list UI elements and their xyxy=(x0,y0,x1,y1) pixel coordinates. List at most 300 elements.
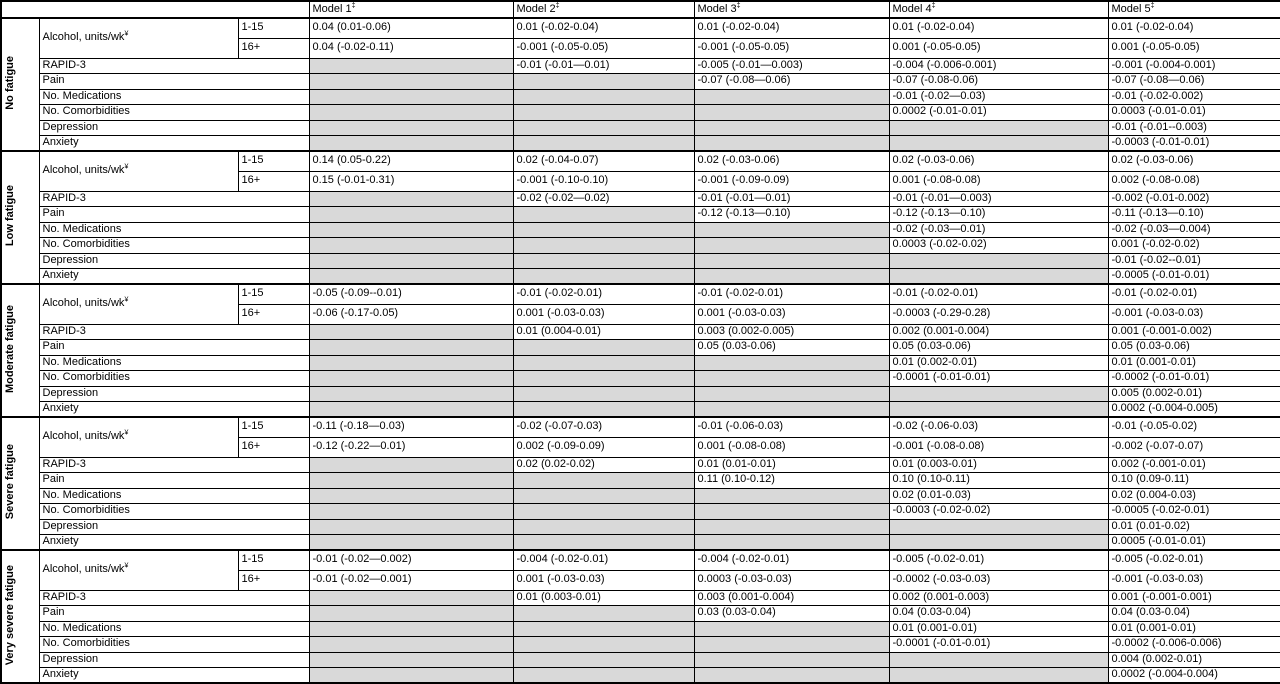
level-label: 1-15 xyxy=(238,18,309,38)
predictor-label: Anxiety xyxy=(39,402,309,418)
predictor-label: Pain xyxy=(39,207,309,223)
empty-shaded-cell xyxy=(513,606,694,622)
model-header-footnote-mark: ‡ xyxy=(736,2,741,10)
empty-shaded-cell xyxy=(694,668,889,684)
empty-shaded-cell xyxy=(309,136,513,152)
empty-shaded-cell xyxy=(694,504,889,520)
alcohol-footnote-mark: ¥ xyxy=(124,429,129,437)
empty-shaded-cell xyxy=(309,105,513,121)
model-header-3: Model 3‡ xyxy=(694,1,889,18)
estimate-cell: 0.001 (-0.03-0.03) xyxy=(513,304,694,324)
estimate-cell: -0.0002 (-0.03-0.03) xyxy=(889,570,1108,590)
empty-shaded-cell xyxy=(309,74,513,90)
alcohol-footnote-mark: ¥ xyxy=(124,562,129,570)
estimate-cell: -0.0002 (-0.006-0.006) xyxy=(1108,637,1280,653)
empty-shaded-cell xyxy=(694,535,889,551)
predictor-label: RAPID-3 xyxy=(39,58,309,74)
table-row xyxy=(1,222,1280,238)
estimate-cell: -0.004 (-0.02-0.01) xyxy=(694,550,889,570)
estimate-cell: 0.01 (0.001-0.01) xyxy=(889,621,1108,637)
estimate-cell: -0.0005 (-0.01-0.01) xyxy=(1108,269,1280,285)
empty-shaded-cell xyxy=(694,238,889,254)
estimate-cell: -0.01 (-0.05-0.02) xyxy=(1108,417,1280,437)
table-row xyxy=(1,269,1280,285)
estimate-cell: 0.0002 (-0.004-0.005) xyxy=(1108,402,1280,418)
predictor-label-alcohol: Alcohol, units/wk¥ xyxy=(39,18,238,58)
predictor-label: Depression xyxy=(39,386,309,402)
empty-shaded-cell xyxy=(309,488,513,504)
empty-shaded-cell xyxy=(889,402,1108,418)
estimate-cell: -0.0002 (-0.01-0.01) xyxy=(1108,371,1280,387)
table-row xyxy=(1,519,1280,535)
estimate-cell: -0.0005 (-0.02-0.01) xyxy=(1108,504,1280,520)
empty-shaded-cell xyxy=(694,371,889,387)
empty-shaded-cell xyxy=(513,621,694,637)
group-label-cell xyxy=(1,417,39,550)
table-row xyxy=(1,504,1280,520)
estimate-cell: 0.002 (0.001-0.004) xyxy=(889,324,1108,340)
estimate-cell: 0.02 (0.004-0.03) xyxy=(1108,488,1280,504)
empty-shaded-cell xyxy=(694,222,889,238)
empty-shaded-cell xyxy=(513,519,694,535)
table-row xyxy=(1,253,1280,269)
estimate-cell: 0.004 (0.002-0.01) xyxy=(1108,652,1280,668)
empty-shaded-cell xyxy=(694,269,889,285)
empty-shaded-cell xyxy=(889,269,1108,285)
estimate-cell: 0.0003 (-0.02-0.02) xyxy=(889,238,1108,254)
group-label: Low fatigue xyxy=(4,185,16,247)
estimate-cell: -0.02 (-0.03—0.01) xyxy=(889,222,1108,238)
predictor-label: No. Medications xyxy=(39,89,309,105)
estimate-cell: 0.14 (0.05-0.22) xyxy=(309,151,513,171)
table-row xyxy=(1,238,1280,254)
empty-shaded-cell xyxy=(889,519,1108,535)
predictor-label: RAPID-3 xyxy=(39,590,309,606)
table-row xyxy=(1,535,1280,551)
empty-shaded-cell xyxy=(513,637,694,653)
empty-shaded-cell xyxy=(309,402,513,418)
estimate-cell: 0.01 (0.003-0.01) xyxy=(513,590,694,606)
estimate-cell: -0.004 (-0.02-0.01) xyxy=(513,550,694,570)
estimate-cell: -0.12 (-0.13—0.10) xyxy=(694,207,889,223)
estimate-cell: 0.05 (0.03-0.06) xyxy=(889,340,1108,356)
empty-shaded-cell xyxy=(309,668,513,684)
model-header-footnote-mark: ‡ xyxy=(351,2,356,10)
model-header-footnote-mark: ‡ xyxy=(931,2,936,10)
estimate-cell: 0.02 (0.02-0.02) xyxy=(513,457,694,473)
estimate-cell: -0.02 (-0.02—0.02) xyxy=(513,191,694,207)
empty-shaded-cell xyxy=(309,191,513,207)
estimate-cell: -0.01 (-0.02—0.03) xyxy=(889,89,1108,105)
estimate-cell: 0.10 (0.10-0.11) xyxy=(889,473,1108,489)
estimate-cell: 0.04 (0.01-0.06) xyxy=(309,18,513,38)
empty-shaded-cell xyxy=(513,120,694,136)
table-row xyxy=(1,58,1280,74)
level-label: 1-15 xyxy=(238,550,309,570)
estimate-cell: -0.005 (-0.02-0.01) xyxy=(1108,550,1280,570)
estimate-cell: -0.01 (-0.02—0.001) xyxy=(309,570,513,590)
empty-shaded-cell xyxy=(889,668,1108,684)
empty-shaded-cell xyxy=(694,355,889,371)
estimate-cell: -0.0003 (-0.02-0.02) xyxy=(889,504,1108,520)
estimate-cell: -0.01 (-0.01--0.003) xyxy=(1108,120,1280,136)
estimate-cell: 0.002 (0.001-0.003) xyxy=(889,590,1108,606)
model-header-2: Model 2‡ xyxy=(513,1,694,18)
estimate-cell: 0.003 (0.002-0.005) xyxy=(694,324,889,340)
estimate-cell: 0.01 (0.004-0.01) xyxy=(513,324,694,340)
empty-shaded-cell xyxy=(889,120,1108,136)
predictor-label: Depression xyxy=(39,652,309,668)
empty-shaded-cell xyxy=(694,488,889,504)
estimate-cell: -0.02 (-0.03—0.004) xyxy=(1108,222,1280,238)
empty-shaded-cell xyxy=(513,402,694,418)
empty-shaded-cell xyxy=(309,504,513,520)
empty-shaded-cell xyxy=(694,89,889,105)
empty-shaded-cell xyxy=(889,386,1108,402)
table-row xyxy=(1,105,1280,121)
empty-shaded-cell xyxy=(513,488,694,504)
predictor-label-alcohol: Alcohol, units/wk¥ xyxy=(39,417,238,457)
estimate-cell: 0.02 (-0.04-0.07) xyxy=(513,151,694,171)
table-row xyxy=(1,457,1280,473)
predictor-label: No. Medications xyxy=(39,488,309,504)
estimate-cell: 0.001 (-0.001-0.001) xyxy=(1108,590,1280,606)
group-label-cell xyxy=(1,284,39,417)
estimate-cell: 0.001 (-0.02-0.02) xyxy=(1108,238,1280,254)
estimate-cell: -0.02 (-0.07-0.03) xyxy=(513,417,694,437)
estimate-cell: -0.001 (-0.03-0.03) xyxy=(1108,304,1280,324)
table-row xyxy=(1,136,1280,152)
empty-shaded-cell xyxy=(694,519,889,535)
estimate-cell: 0.0002 (-0.004-0.004) xyxy=(1108,668,1280,684)
empty-shaded-cell xyxy=(694,386,889,402)
empty-shaded-cell xyxy=(513,222,694,238)
table-row xyxy=(1,473,1280,489)
estimate-cell: -0.01 (-0.01—0.01) xyxy=(694,191,889,207)
alcohol-footnote-mark: ¥ xyxy=(124,296,129,304)
estimate-cell: 0.01 (-0.02-0.04) xyxy=(1108,18,1280,38)
estimate-cell: 0.04 (-0.02-0.11) xyxy=(309,38,513,58)
empty-shaded-cell xyxy=(309,652,513,668)
empty-shaded-cell xyxy=(889,136,1108,152)
estimate-cell: -0.07 (-0.08—0.06) xyxy=(694,74,889,90)
predictor-label-alcohol: Alcohol, units/wk¥ xyxy=(39,550,238,590)
predictor-label: Anxiety xyxy=(39,136,309,152)
estimate-cell: 0.002 (-0.08-0.08) xyxy=(1108,171,1280,191)
table-row xyxy=(1,402,1280,418)
estimate-cell: 0.02 (-0.03-0.06) xyxy=(889,151,1108,171)
empty-shaded-cell xyxy=(694,253,889,269)
empty-shaded-cell xyxy=(694,120,889,136)
empty-shaded-cell xyxy=(694,136,889,152)
estimate-cell: -0.002 (-0.01-0.002) xyxy=(1108,191,1280,207)
table-row xyxy=(1,89,1280,105)
estimate-cell: 0.01 (-0.02-0.04) xyxy=(694,18,889,38)
estimate-cell: -0.01 (-0.02-0.01) xyxy=(1108,284,1280,304)
estimate-cell: -0.005 (-0.01—0.003) xyxy=(694,58,889,74)
estimate-cell: 0.002 (-0.001-0.01) xyxy=(1108,457,1280,473)
table-row xyxy=(1,355,1280,371)
level-label: 16+ xyxy=(238,304,309,324)
level-label: 1-15 xyxy=(238,417,309,437)
alcohol-footnote-mark: ¥ xyxy=(124,163,129,171)
estimate-cell: 0.04 (0.03-0.04) xyxy=(1108,606,1280,622)
estimate-cell: 0.01 (-0.02-0.04) xyxy=(513,18,694,38)
estimate-cell: -0.001 (-0.08-0.08) xyxy=(889,437,1108,457)
level-label: 16+ xyxy=(238,38,309,58)
estimate-cell: -0.01 (-0.01—0.003) xyxy=(889,191,1108,207)
header-row xyxy=(1,1,1280,18)
empty-shaded-cell xyxy=(513,473,694,489)
empty-shaded-cell xyxy=(513,371,694,387)
empty-shaded-cell xyxy=(309,535,513,551)
table-row xyxy=(1,207,1280,223)
model-header-footnote-mark: ‡ xyxy=(1150,2,1155,10)
predictor-label: No. Comorbidities xyxy=(39,504,309,520)
predictor-label: No. Comorbidities xyxy=(39,238,309,254)
estimate-cell: -0.01 (-0.02—0.002) xyxy=(309,550,513,570)
predictor-label: RAPID-3 xyxy=(39,457,309,473)
group-label: Severe fatigue xyxy=(4,444,16,520)
estimate-cell: -0.12 (-0.22—0.01) xyxy=(309,437,513,457)
estimate-cell: 0.001 (-0.08-0.08) xyxy=(889,171,1108,191)
group-label: Moderate fatigue xyxy=(4,304,16,393)
table-row xyxy=(1,120,1280,136)
estimate-cell: 0.001 (-0.08-0.08) xyxy=(694,437,889,457)
estimate-cell: -0.001 (-0.09-0.09) xyxy=(694,171,889,191)
empty-shaded-cell xyxy=(309,637,513,653)
model-header-4: Model 4‡ xyxy=(889,1,1108,18)
estimate-cell: -0.01 (-0.02-0.01) xyxy=(694,284,889,304)
estimate-cell: -0.001 (-0.004-0.001) xyxy=(1108,58,1280,74)
empty-shaded-cell xyxy=(513,269,694,285)
estimate-cell: -0.01 (-0.06-0.03) xyxy=(694,417,889,437)
empty-shaded-cell xyxy=(513,238,694,254)
estimate-cell: -0.0003 (-0.01-0.01) xyxy=(1108,136,1280,152)
empty-shaded-cell xyxy=(694,652,889,668)
predictor-label: Anxiety xyxy=(39,668,309,684)
estimate-cell: 0.003 (0.001-0.004) xyxy=(694,590,889,606)
table-row xyxy=(1,606,1280,622)
empty-shaded-cell xyxy=(513,652,694,668)
estimate-cell: -0.004 (-0.006-0.001) xyxy=(889,58,1108,74)
empty-shaded-cell xyxy=(309,457,513,473)
empty-shaded-cell xyxy=(309,238,513,254)
estimate-cell: 0.05 (0.03-0.06) xyxy=(1108,340,1280,356)
estimate-cell: 0.001 (-0.05-0.05) xyxy=(889,38,1108,58)
estimate-cell: -0.001 (-0.05-0.05) xyxy=(513,38,694,58)
estimate-cell: 0.0005 (-0.01-0.01) xyxy=(1108,535,1280,551)
predictor-label-alcohol: Alcohol, units/wk¥ xyxy=(39,284,238,324)
empty-shaded-cell xyxy=(694,637,889,653)
level-label: 1-15 xyxy=(238,284,309,304)
estimate-cell: 0.001 (-0.03-0.03) xyxy=(513,570,694,590)
predictor-label: Depression xyxy=(39,519,309,535)
predictor-label: RAPID-3 xyxy=(39,191,309,207)
model-header-1: Model 1‡ xyxy=(309,1,513,18)
table-row xyxy=(1,74,1280,90)
empty-shaded-cell xyxy=(513,535,694,551)
estimate-cell: -0.0001 (-0.01-0.01) xyxy=(889,371,1108,387)
predictor-label: Pain xyxy=(39,606,309,622)
estimate-cell: 0.01 (0.01-0.02) xyxy=(1108,519,1280,535)
empty-shaded-cell xyxy=(513,340,694,356)
empty-shaded-cell xyxy=(309,324,513,340)
table-row xyxy=(1,18,1280,38)
empty-shaded-cell xyxy=(513,207,694,223)
empty-shaded-cell xyxy=(694,105,889,121)
predictor-label: Pain xyxy=(39,74,309,90)
group-label-cell xyxy=(1,18,39,151)
estimate-cell: -0.06 (-0.17-0.05) xyxy=(309,304,513,324)
estimate-cell: 0.01 (0.001-0.01) xyxy=(1108,355,1280,371)
estimate-cell: 0.10 (0.09-0.11) xyxy=(1108,473,1280,489)
group-label: Very severe fatigue xyxy=(4,564,16,665)
fatigue-group xyxy=(1,417,1280,550)
group-label: No fatigue xyxy=(4,55,16,110)
table-row xyxy=(1,191,1280,207)
empty-shaded-cell xyxy=(309,371,513,387)
empty-shaded-cell xyxy=(513,386,694,402)
estimate-cell: 0.01 (0.001-0.01) xyxy=(1108,621,1280,637)
estimate-cell: 0.04 (0.03-0.04) xyxy=(889,606,1108,622)
table-row xyxy=(1,284,1280,304)
empty-shaded-cell xyxy=(309,120,513,136)
fatigue-group xyxy=(1,151,1280,284)
estimate-cell: -0.001 (-0.03-0.03) xyxy=(1108,570,1280,590)
estimate-cell: -0.0001 (-0.01-0.01) xyxy=(889,637,1108,653)
estimate-cell: 0.01 (0.002-0.01) xyxy=(889,355,1108,371)
group-label-cell xyxy=(1,550,39,683)
level-label: 16+ xyxy=(238,171,309,191)
empty-shaded-cell xyxy=(889,652,1108,668)
estimate-cell: 0.01 (0.01-0.01) xyxy=(694,457,889,473)
estimate-cell: -0.01 (-0.02--0.01) xyxy=(1108,253,1280,269)
fatigue-group xyxy=(1,18,1280,151)
empty-shaded-cell xyxy=(309,386,513,402)
estimate-cell: -0.05 (-0.09--0.01) xyxy=(309,284,513,304)
table-row xyxy=(1,324,1280,340)
empty-shaded-cell xyxy=(309,269,513,285)
table-row xyxy=(1,550,1280,570)
estimate-cell: -0.005 (-0.02-0.01) xyxy=(889,550,1108,570)
predictor-label: No. Medications xyxy=(39,222,309,238)
estimate-cell: -0.001 (-0.10-0.10) xyxy=(513,171,694,191)
predictor-label: No. Comorbidities xyxy=(39,105,309,121)
estimate-cell: -0.002 (-0.07-0.07) xyxy=(1108,437,1280,457)
empty-shaded-cell xyxy=(513,89,694,105)
estimate-cell: -0.0003 (-0.29-0.28) xyxy=(889,304,1108,324)
model-header-5: Model 5‡ xyxy=(1108,1,1280,18)
estimate-cell: 0.03 (0.03-0.04) xyxy=(694,606,889,622)
estimate-cell: 0.0002 (-0.01-0.01) xyxy=(889,105,1108,121)
estimate-cell: 0.11 (0.10-0.12) xyxy=(694,473,889,489)
table-row xyxy=(1,637,1280,653)
empty-shaded-cell xyxy=(513,136,694,152)
empty-shaded-cell xyxy=(513,253,694,269)
predictor-label: Pain xyxy=(39,340,309,356)
estimate-cell: -0.07 (-0.08-0.06) xyxy=(889,74,1108,90)
header-corner-cell xyxy=(1,1,309,18)
empty-shaded-cell xyxy=(309,473,513,489)
empty-shaded-cell xyxy=(513,74,694,90)
empty-shaded-cell xyxy=(309,89,513,105)
predictor-label: RAPID-3 xyxy=(39,324,309,340)
predictor-label: No. Comorbidities xyxy=(39,637,309,653)
empty-shaded-cell xyxy=(309,519,513,535)
estimate-cell: 0.02 (-0.03-0.06) xyxy=(1108,151,1280,171)
table-row xyxy=(1,488,1280,504)
empty-shaded-cell xyxy=(513,355,694,371)
alcohol-footnote-mark: ¥ xyxy=(124,30,129,38)
empty-shaded-cell xyxy=(309,207,513,223)
estimate-cell: 0.005 (0.002-0.01) xyxy=(1108,386,1280,402)
predictor-label: No. Comorbidities xyxy=(39,371,309,387)
empty-shaded-cell xyxy=(889,253,1108,269)
estimate-cell: -0.11 (-0.13—0.10) xyxy=(1108,207,1280,223)
empty-shaded-cell xyxy=(309,58,513,74)
estimate-cell: -0.07 (-0.08—0.06) xyxy=(1108,74,1280,90)
empty-shaded-cell xyxy=(309,606,513,622)
predictor-label: Depression xyxy=(39,120,309,136)
estimate-cell: 0.0003 (-0.03-0.03) xyxy=(694,570,889,590)
table-row xyxy=(1,371,1280,387)
table-row xyxy=(1,386,1280,402)
table-row xyxy=(1,590,1280,606)
estimate-cell: 0.01 (-0.02-0.04) xyxy=(889,18,1108,38)
predictor-label: Anxiety xyxy=(39,535,309,551)
estimate-cell: 0.002 (-0.09-0.09) xyxy=(513,437,694,457)
empty-shaded-cell xyxy=(309,253,513,269)
table-row xyxy=(1,652,1280,668)
empty-shaded-cell xyxy=(309,621,513,637)
predictor-label: No. Medications xyxy=(39,355,309,371)
estimate-cell: -0.02 (-0.06-0.03) xyxy=(889,417,1108,437)
estimate-cell: 0.001 (-0.001-0.002) xyxy=(1108,324,1280,340)
estimate-cell: 0.05 (0.03-0.06) xyxy=(694,340,889,356)
estimate-cell: 0.0003 (-0.01-0.01) xyxy=(1108,105,1280,121)
estimate-cell: 0.001 (-0.03-0.03) xyxy=(694,304,889,324)
level-label: 1-15 xyxy=(238,151,309,171)
level-label: 16+ xyxy=(238,570,309,590)
empty-shaded-cell xyxy=(889,535,1108,551)
estimate-cell: -0.01 (-0.02-0.01) xyxy=(889,284,1108,304)
table-header xyxy=(1,1,1280,18)
estimate-cell: 0.15 (-0.01-0.31) xyxy=(309,171,513,191)
table-row xyxy=(1,417,1280,437)
table-row xyxy=(1,668,1280,684)
empty-shaded-cell xyxy=(513,105,694,121)
fatigue-group xyxy=(1,284,1280,417)
level-label: 16+ xyxy=(238,437,309,457)
fatigue-group xyxy=(1,550,1280,683)
estimate-cell: -0.01 (-0.01—0.01) xyxy=(513,58,694,74)
table-row xyxy=(1,340,1280,356)
predictor-label-alcohol: Alcohol, units/wk¥ xyxy=(39,151,238,191)
estimate-cell: 0.001 (-0.05-0.05) xyxy=(1108,38,1280,58)
predictor-label: No. Medications xyxy=(39,621,309,637)
estimate-cell: 0.02 (0.01-0.03) xyxy=(889,488,1108,504)
estimate-cell: -0.11 (-0.18—0.03) xyxy=(309,417,513,437)
estimate-cell: -0.01 (-0.02-0.01) xyxy=(513,284,694,304)
model-header-footnote-mark: ‡ xyxy=(555,2,560,10)
predictor-label: Anxiety xyxy=(39,269,309,285)
predictor-label: Depression xyxy=(39,253,309,269)
empty-shaded-cell xyxy=(309,355,513,371)
group-label-cell xyxy=(1,151,39,284)
estimate-cell: 0.01 (0.003-0.01) xyxy=(889,457,1108,473)
table-row xyxy=(1,151,1280,171)
